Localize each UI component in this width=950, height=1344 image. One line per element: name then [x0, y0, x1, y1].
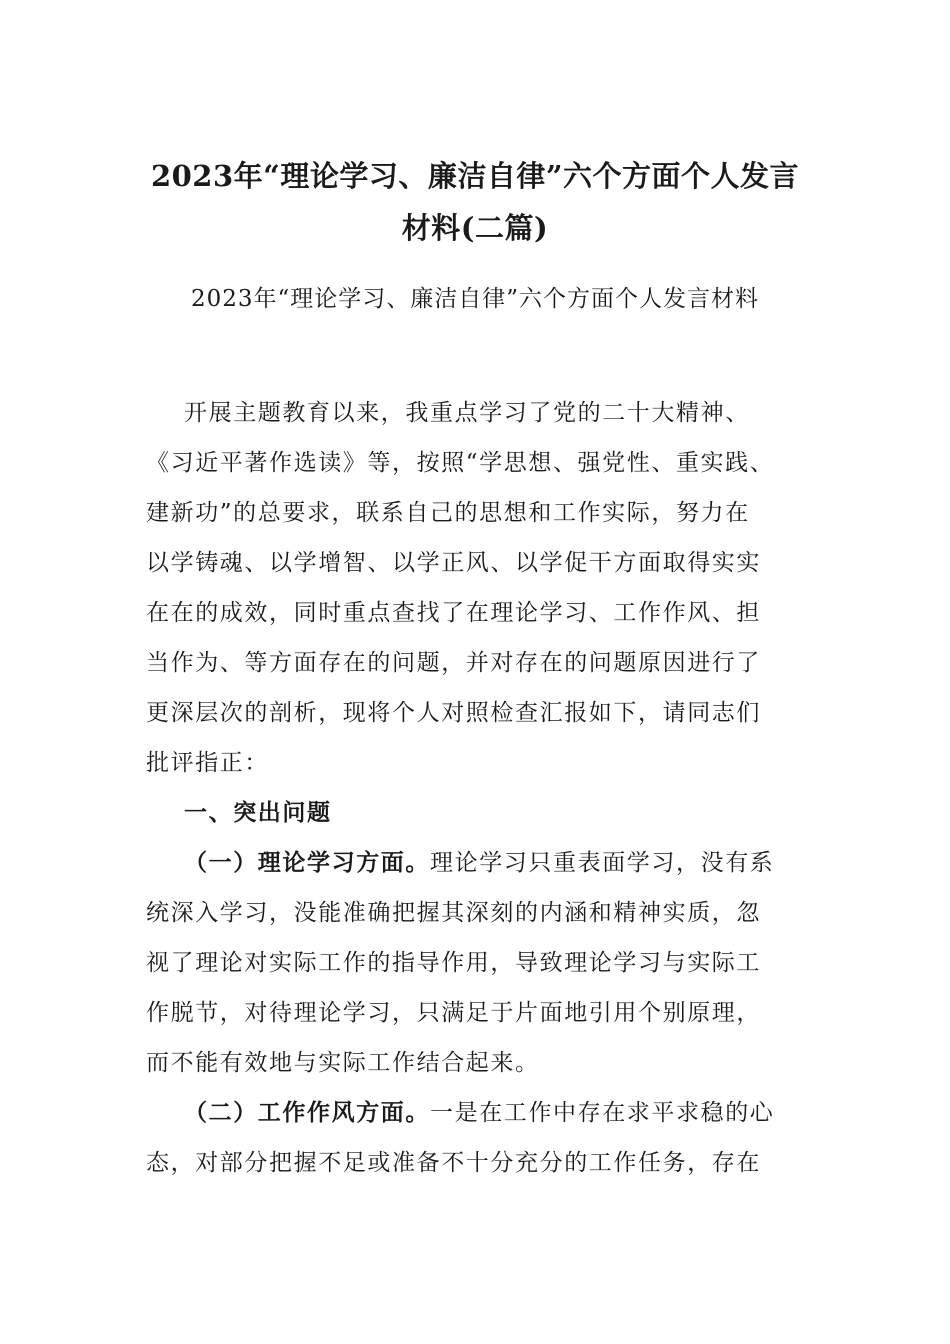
- document-subtitle: 2023年“理论学习、廉洁自律”六个方面个人发言材料: [190, 286, 760, 312]
- document-body: [146, 388, 806, 1188]
- document-title: [120, 150, 830, 254]
- intro-line: 开展主题教育以来，我重点学习了党的二十大精神、: [184, 400, 750, 426]
- item-2-text: 一是在工作中存在求平求稳的心: [430, 1100, 775, 1126]
- item-1-first-line: [146, 838, 806, 888]
- item-1-line: 统深入学习，没能准确把握其深刻的内涵和精神实质，忽: [146, 900, 761, 926]
- intro-line: 批评指正：: [146, 750, 269, 776]
- section-heading: 一、突出问题: [184, 799, 332, 826]
- item-2-first-line: [146, 1088, 806, 1138]
- intro-line: 更深层次的剖析，现将个人对照检查汇报如下，请同志们: [146, 700, 761, 726]
- item-1-label: （一）理论学习方面。: [184, 849, 430, 876]
- intro-line: 以学铸魂、以学增智、以学正风、以学促干方面取得实实: [146, 550, 761, 576]
- intro-line: 当作为、等方面存在的问题，并对存在的问题原因进行了: [146, 650, 761, 676]
- item-1-line: 而不能有效地与实际工作结合起来。: [146, 1050, 540, 1076]
- item-1-line: 视了理论对实际工作的指导作用，导致理论学习与实际工: [146, 950, 761, 976]
- item-2-line: 态，对部分把握不足或准备不十分充分的工作任务，存在: [146, 1150, 761, 1176]
- title-line-2: 材料(二篇): [401, 211, 549, 245]
- item-2-label: （二）工作作风方面。: [184, 1099, 430, 1126]
- item-1-text: 理论学习只重表面学习，没有系: [430, 850, 775, 876]
- intro-line: 在在的成效，同时重点查找了在理论学习、工作作风、担: [146, 600, 761, 626]
- intro-line: 建新功”的总要求，联系自己的思想和工作实际，努力在: [146, 500, 750, 526]
- intro-line: 《习近平著作选读》等，按照“学思想、强党性、重实践、: [146, 450, 775, 476]
- item-1-line: 作脱节，对待理论学习，只满足于片面地引用个别原理，: [146, 1000, 761, 1026]
- title-line-1: 2023年“理论学习、廉洁自律”六个方面个人发言: [150, 159, 800, 193]
